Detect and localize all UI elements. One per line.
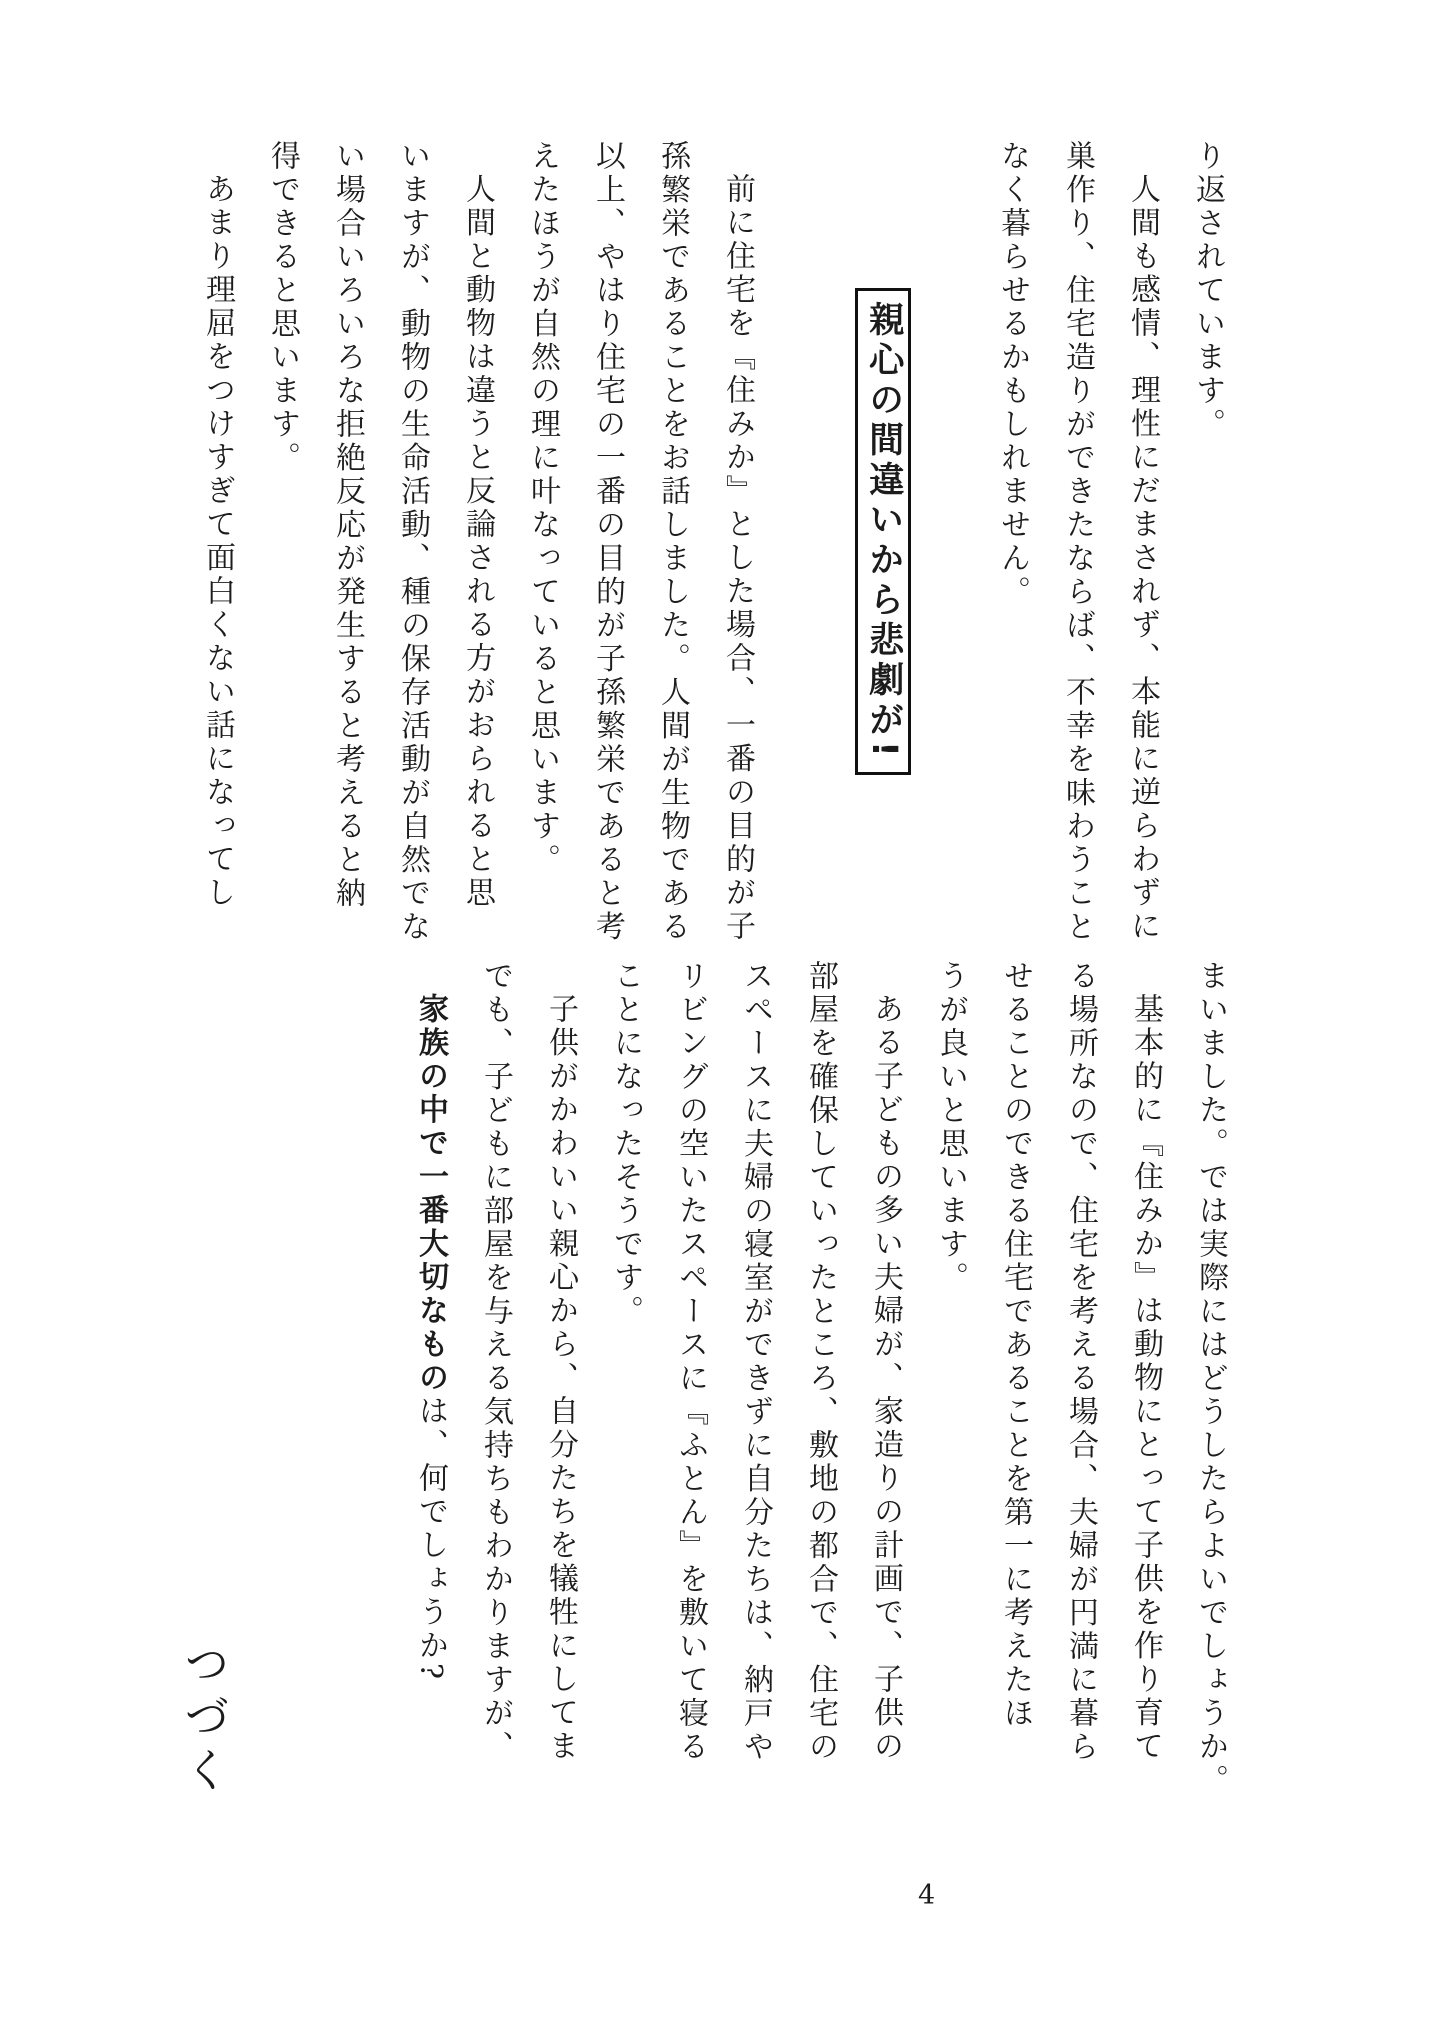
text-column: 人間と動物は違うと反論される方がおられると思 — [460, 173, 495, 910]
text-column: 人間も感情、理性にだまされず、本能に逆らわずに — [1125, 173, 1160, 944]
text-column: 巣作り、住宅造りができたならば、不幸を味わうこと — [1060, 140, 1095, 944]
text-column: うが良いと思います。 — [933, 960, 968, 1295]
text-column: スペースに夫婦の寝室ができずに自分たちは、納戸や — [738, 960, 773, 1764]
top-left-text-block — [185, 140, 770, 955]
text-column: えたほうが自然の理に叶なっていると思います。 — [525, 140, 560, 877]
page-number: 4 — [918, 1880, 936, 1911]
text-column: リビングの空いたスペースに『ふとん』を敷いて寝る — [673, 960, 708, 1764]
text-column: 得できると思います。 — [265, 140, 300, 475]
text-column: 子供がかわいい親心から、自分たちを犠牲にしてま — [543, 993, 578, 1764]
text-column: せることのできる住宅であることを第一に考えたほ — [998, 960, 1033, 1731]
text-column: でも、子どもに部屋を与える気持ちもわかりますが、 — [478, 960, 513, 1764]
text-column: る場所なので、住宅を考える場合、夫婦が円満に暮ら — [1063, 960, 1098, 1764]
closing-question-regular: は、何でしょうか? — [413, 1395, 448, 1683]
text-column: ことになったそうです。 — [608, 960, 643, 1329]
text-column: 以上、やはり住宅の一番の目的が子孫繁栄であると考 — [590, 140, 625, 944]
section-heading-text: 親心の間違いから悲劇が! — [863, 301, 904, 762]
text-column: なく暮らせるかもしれません。 — [995, 140, 1030, 609]
text-column: あまり理屈をつけすぎて面白くない話になってし — [200, 173, 235, 910]
text-column: り返されています。 — [1190, 140, 1225, 442]
heading-box — [855, 288, 911, 775]
text-column: 部屋を確保していったところ、敷地の都合で、住宅の — [803, 960, 838, 1764]
closing-question-column — [398, 960, 463, 1818]
text-column: 基本的に『住みか』は動物にとって子供を作り育て — [1128, 993, 1163, 1764]
closing-question-bold: 家族の中で一番大切なもの — [413, 993, 448, 1395]
text-column: 前に住宅を『住みか』とした場合、一番の目的が子 — [720, 173, 755, 944]
continued-marker: つづく — [177, 1640, 231, 1799]
text-column: いますが、動物の生命活動、種の保存活動が自然でな — [395, 140, 430, 944]
text-column: まいました。では実際にはどうしたらよいでしょうか。 — [1193, 960, 1228, 1798]
bottom-text-block — [398, 960, 1243, 1818]
text-column: い場合いろいろな拒絶反応が発生すると考えると納 — [330, 140, 365, 911]
text-column: ある子どもの多い夫婦が、家造りの計画で、子供の — [868, 993, 903, 1764]
top-right-text-block — [980, 140, 1240, 955]
text-column: 孫繁栄であることをお話しました。人間が生物である — [655, 140, 690, 944]
